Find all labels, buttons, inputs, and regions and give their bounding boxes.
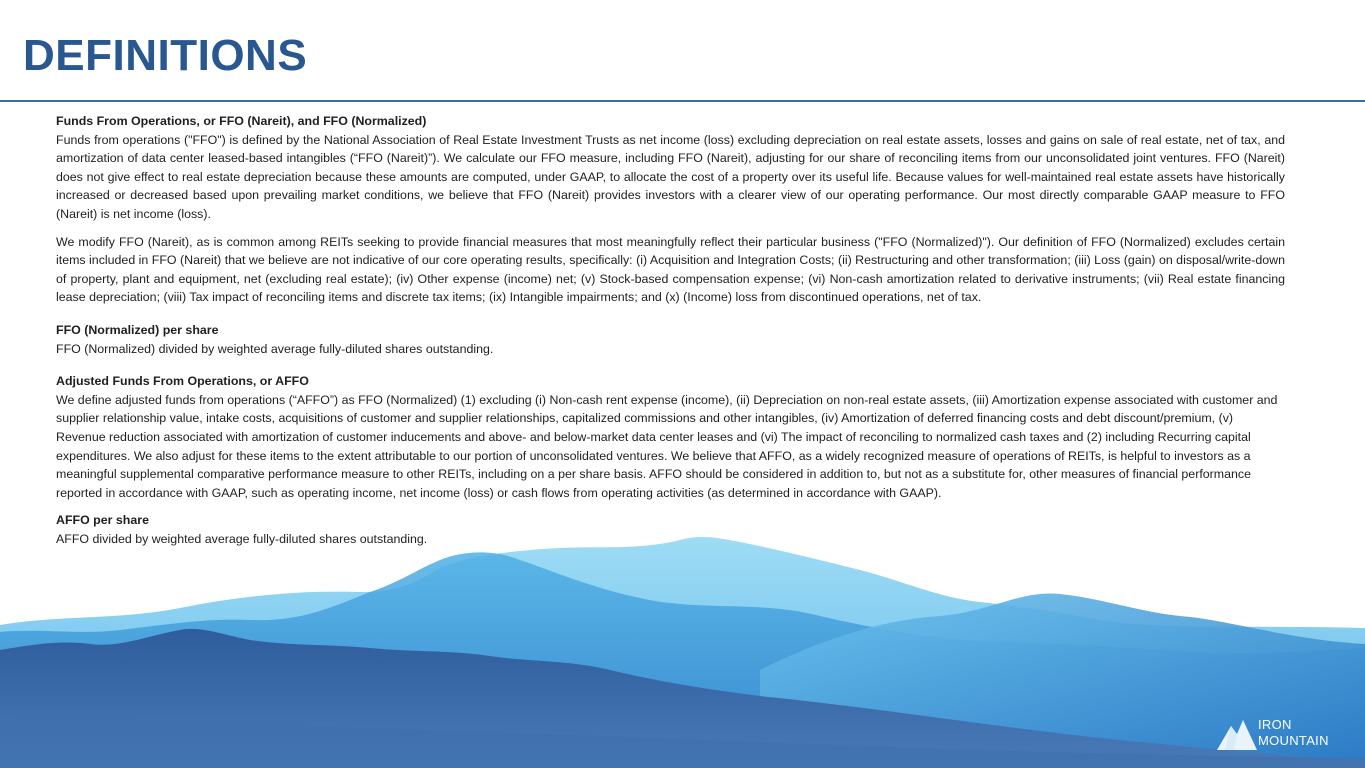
logo-line-1: IRON bbox=[1258, 717, 1292, 732]
logo-text bbox=[1258, 717, 1329, 749]
ffo-paragraph-2: We modify FFO (Nareit), as is common among REITs seeking to provide financial measures that most meaningfully reflect their particular business ("FFO (Normalized)"). Our definition of FFO (Normalized) excludes certain items included in FFO (Nareit) that we believe are not indicative of our core operating results, specifically: (i) Acquisition and Integration Costs; (ii) Restructuring and other transformation; (iii) Loss (gain) on disposal/write-down of property, plant and equipment, net (excluding real estate); (iv) Other expense (income) net; (v) Stock-based compensation expense; (vi) Non-cash amortization related to derivative instruments; (vii) Real estate financing lease depreciation; (viii) Tax impact of reconciling items and discrete tax items; (ix) Intangible impairments; and (x) (Income) loss from discontinued operations, net of tax. bbox=[56, 234, 1285, 305]
logo-line-2: MOUNTAIN bbox=[1258, 733, 1329, 748]
affo-body: We define adjusted funds from operations (“AFFO”) as FFO (Normalized) (1) excluding (i) Non-cash rent expense (income), (ii) Depreciation on non-real estate assets, (iii) Amortization expense associated with customer and supplier relationship value, intake costs, acquisitions of customer and supplier relationships, capitalized commissions and other intangibles, (iv) Amortization of deferred financing costs and debt discount/premium, (v) Revenue reduction associated with amortization of customer inducements and above- and below-market data center leases and (vi) The impact of reconciling to normalized cash taxes and (2) including Recurring capital expenditures. We also adjust for these items to the extent attributable to our portion of unconsolidated ventures. We believe that AFFO, as a widely recognized measure of operations of REITs, is helpful to investors as a meaningful supplemental comparative performance measure to other REITs, including on a per share basis. AFFO should be considered in addition to, but not as a substitute for, other measures of financial performance reported in accordance with GAAP, such as operating income, net income (loss) or cash flows from operating activities (as determined in accordance with GAAP). bbox=[56, 392, 1278, 500]
ffo-per-share-heading: FFO (Normalized) per share bbox=[56, 322, 219, 337]
title-divider bbox=[0, 100, 1365, 102]
definitions-content bbox=[56, 112, 1285, 548]
mountain-background bbox=[0, 520, 1365, 768]
affo-per-share-heading: AFFO per share bbox=[56, 513, 149, 528]
ffo-paragraph-1: Funds from operations ("FFO") is defined by the National Association of Real Estate Investment Trusts as net income (loss) excluding depreciation on real estate assets, losses and gains on sale of real estate, net of tax, and amortization of data center leased-based intangibles (“FFO (Nareit)”). We calculate our FFO measure, including FFO (Nareit), adjusting for our share of reconciling items from our unconsolidated joint ventures. FFO (Nareit) does not give effect to real estate depreciation because these amounts are computed, under GAAP, to allocate the cost of a property over its useful life. Because values for well-maintained real estate assets have historically increased or decreased based upon prevailing market conditions, we believe that FFO (Nareit) provides investors with a clearer view of our operating performance. Our most directly comparable GAAP measure to FFO (Nareit) is net income (loss). bbox=[56, 132, 1285, 221]
company-logo bbox=[1217, 714, 1337, 754]
page-title: DEFINITIONS bbox=[23, 31, 308, 80]
ffo-heading: Funds From Operations, or FFO (Nareit), and FFO (Normalized) bbox=[56, 114, 427, 128]
affo-heading: Adjusted Funds From Operations, or AFFO bbox=[56, 374, 309, 389]
mountain-logo-icon bbox=[1217, 716, 1257, 752]
affo-per-share-body: AFFO divided by weighted average fully-diluted shares outstanding. bbox=[56, 531, 428, 546]
ffo-per-share-body: FFO (Normalized) divided by weighted average fully-diluted shares outstanding. bbox=[56, 341, 494, 356]
